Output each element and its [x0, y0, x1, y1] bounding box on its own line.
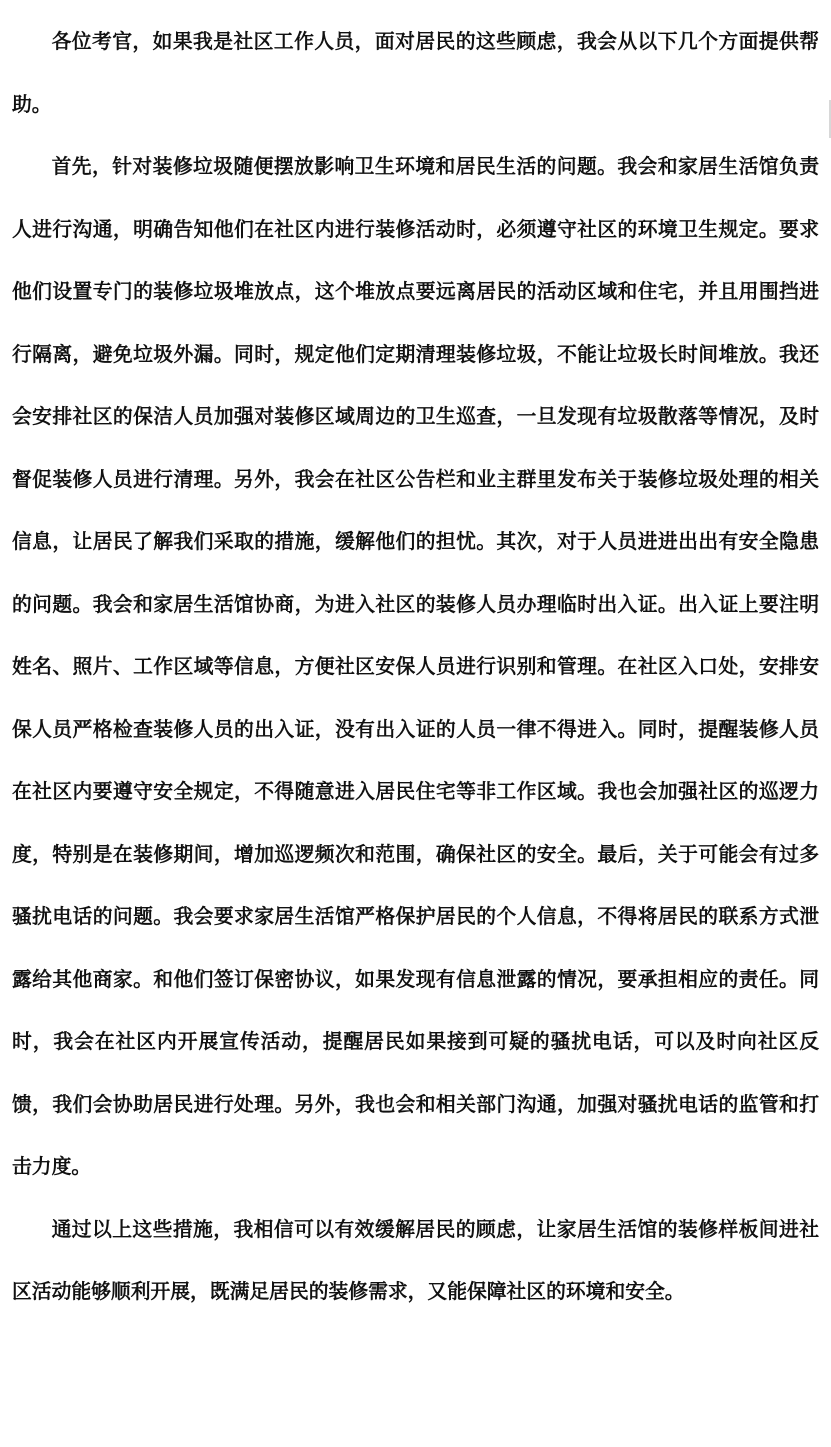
paragraph-measures: 首先，针对装修垃圾随便摆放影响卫生环境和居民生活的问题。我会和家居生活馆负责人进行沟通，明确告知他们在社区内进行装修活动时，必须遵守社区的环境卫生规定。要求他们设置专门的装修垃圾堆放点，这个堆放点要远离居民的活动区域和住宅，并且用围挡进行隔离，避免垃圾外漏。同时，规定他们定期清理装修垃圾，不能让垃圾长时间堆放。我还会安排社区的保洁人员加强对装修区域周边的卫生巡查，一旦发现有垃圾散落等情况，及时督促装修人员进行清理。另外，我会在社区公告栏和业主群里发布关于装修垃圾处理的相关信息，让居民了解我们采取的措施，缓解他们的担忧。其次，对于人员进进出出有安全隐患的问题。我会和家居生活馆协商，为进入社区的装修人员办理临时出入证。出入证上要注明姓名、照片、工作区域等信息，方便社区安保人员进行识别和管理。在社区入口处，安排安保人员严格检查装修人员的出入证，没有出入证的人员一律不得进入。同时，提醒装修人员在社区内要遵守安全规定，不得随意进入居民住宅等非工作区域。我也会加强社区的巡逻力度，特别是在装修期间，增加巡逻频次和范围，确保社区的安全。最后，关于可能会有过多骚扰电话的问题。我会要求家居生活馆严格保护居民的个人信息，不得将居民的联系方式泄露给其他商家。和他们签订保密协议，如果发现有信息泄露的情况，要承担相应的责任。同时，我会在社区内开展宣传活动，提醒居民如果接到可疑的骚扰电话，可以及时向社区反馈，我们会协助居民进行处理。另外，我也会和相关部门沟通，加强对骚扰电话的监管和打击力度。: [12, 154, 819, 1178]
paragraph-conclusion: 通过以上这些措施，我相信可以有效缓解居民的顾虑，让家居生活馆的装修样板间进社区活动能够顺利开展，既满足居民的装修需求，又能保障社区的环境和安全。: [12, 1216, 819, 1303]
paragraph-intro: 各位考官，如果我是社区工作人员，面对居民的这些顾虑，我会从以下几个方面提供帮助。: [12, 29, 819, 116]
